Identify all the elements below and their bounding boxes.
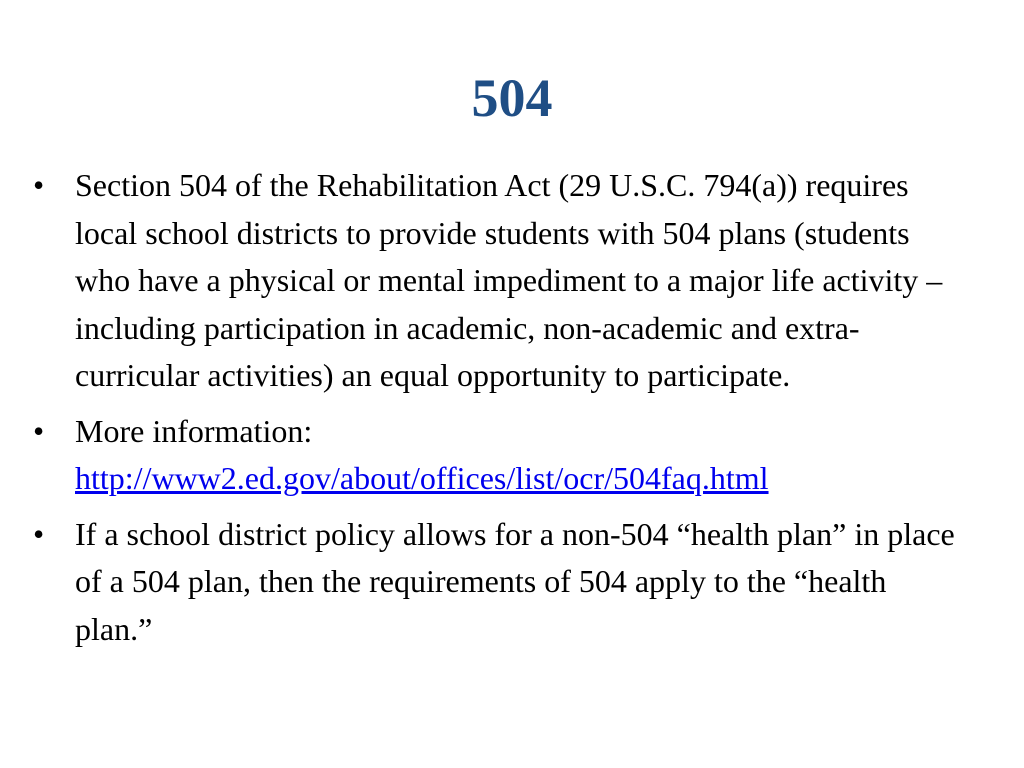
bullet-marker: • bbox=[33, 412, 45, 449]
bullet-item bbox=[33, 511, 963, 654]
bullet-text: Section 504 of the Rehabilitation Act (29 U.S.C. 794(a)) requires local school districts to provide students with 504 plans (students who have a physical or mental impediment to a major life activity – including participation in academic, non-academic and extra-curricular activities) an equal opportunity to participate. bbox=[75, 167, 943, 393]
bullet-text: If a school district policy allows for a non-504 “health plan” in place of a 504 plan, then the requirements of 504 apply to the “health plan.” bbox=[75, 515, 955, 647]
bullet-item bbox=[33, 408, 963, 503]
bullet-list bbox=[33, 162, 963, 661]
more-information-link[interactable]: http://www2.ed.gov/about/offices/list/ocr/504faq.html bbox=[75, 460, 769, 496]
bullet-marker: • bbox=[33, 515, 45, 552]
bullet-marker: • bbox=[33, 167, 45, 203]
bullet-text: More information: bbox=[75, 412, 313, 449]
bullet-item bbox=[33, 162, 963, 400]
slide-title: 504 bbox=[471, 68, 553, 128]
